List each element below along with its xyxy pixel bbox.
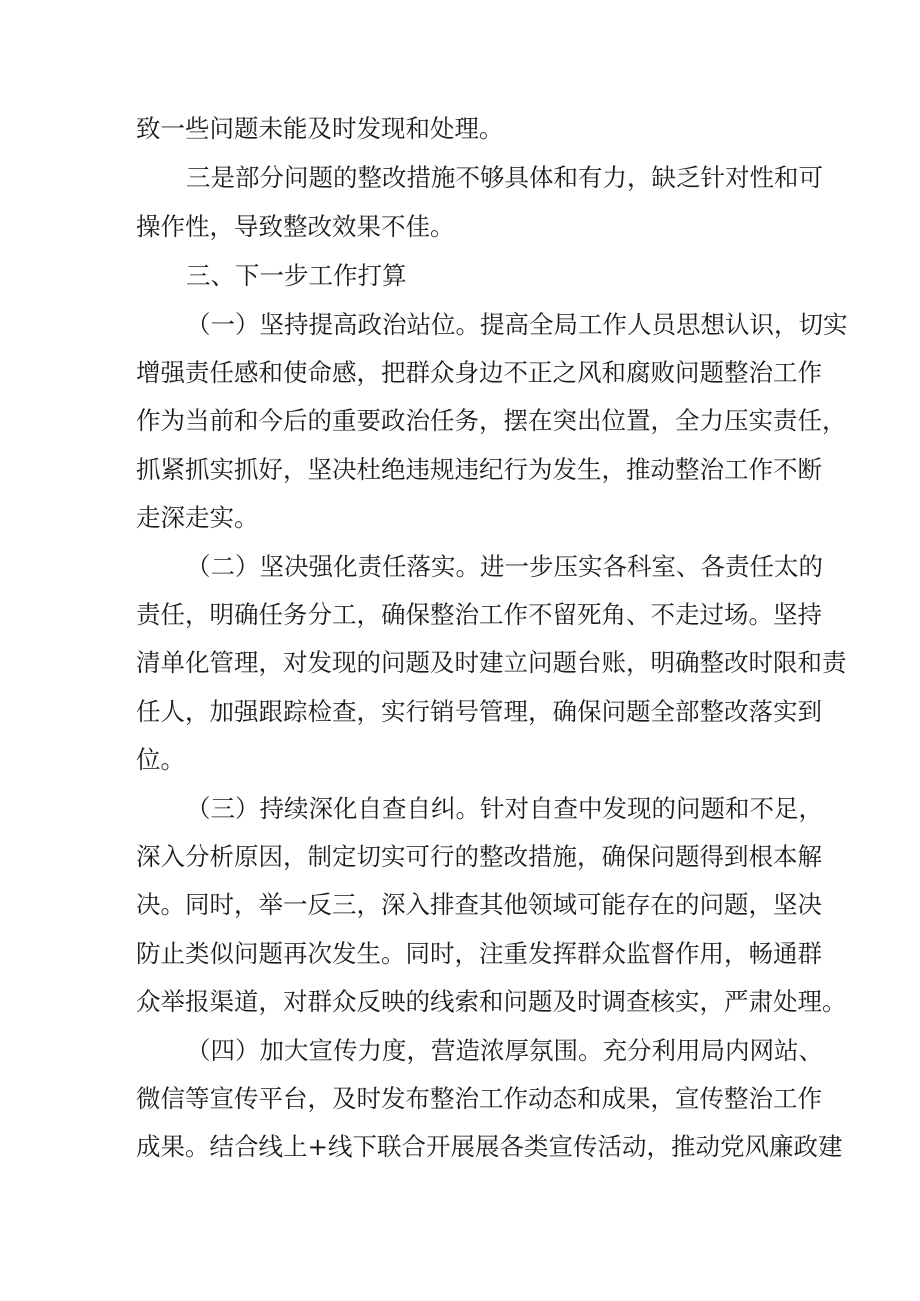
paragraph-line: （四）加大宣传力度，营造浓厚氛围。充分利用局内网站、 — [186, 1036, 823, 1065]
paragraph-line: 清单化管理，对发现的问题及时建立问题台账，明确整改时限和责 — [136, 648, 847, 677]
paragraph-line: （三）持续深化自查自纠。针对自查中发现的问题和不足， — [186, 794, 823, 823]
paragraph-line: 责任，明确任务分工，确保整治工作不留死角、不走过场。坚持 — [136, 600, 822, 629]
section-heading: 三、下一步工作打算 — [186, 261, 407, 290]
paragraph-line: 微信等宣传平台，及时发布整治工作动态和成果，宣传整治工作 — [136, 1084, 822, 1113]
paragraph-line: （一）坚持提高政治站位。提高全局工作人员思想认识，切实 — [186, 310, 848, 339]
paragraph-line: 致一些问题未能及时发现和处理。 — [136, 114, 504, 143]
paragraph-line: 走深走实。 — [136, 503, 259, 532]
paragraph-line: 位。 — [136, 745, 185, 774]
paragraph-line: 抓紧抓实抓好，坚决杜绝违规违纪行为发生，推动整治工作不断 — [136, 455, 822, 484]
paragraph-line: 作为当前和今后的重要政治任务，摆在突出位置，全力压实责任， — [136, 406, 847, 435]
paragraph-line: 深入分析原因，制定切实可行的整改措施，确保问题得到根本解 — [136, 842, 822, 871]
paragraph-line: 众举报渠道，对群众反映的线索和问题及时调查核实，严肃处理。 — [136, 987, 847, 1016]
paragraph-line: 增强责任感和使命感，把群众身边不正之风和腐败问题整治工作 — [136, 358, 822, 387]
paragraph-line: 成果。结合线上+线下联合开展展各类宣传活动，推动党风廉政建 — [136, 1132, 843, 1161]
paragraph-line: （二）坚决强化责任落实。进一步压实各科室、各责任太的 — [186, 552, 823, 581]
paragraph-line: 操作性，导致整改效果不佳。 — [136, 212, 455, 241]
paragraph-line: 防止类似问题再次发生。同时，注重发挥群众监督作用，畅通群 — [136, 939, 822, 968]
paragraph-line: 三是部分问题的整改措施不够具体和有力，缺乏针对性和可 — [186, 163, 823, 192]
paragraph-line: 任人，加强跟踪检查，实行销号管理，确保问题全部整改落实到 — [136, 697, 822, 726]
paragraph-line: 决。同时，举一反三，深入排查其他领域可能存在的问题，坚决 — [136, 890, 822, 919]
